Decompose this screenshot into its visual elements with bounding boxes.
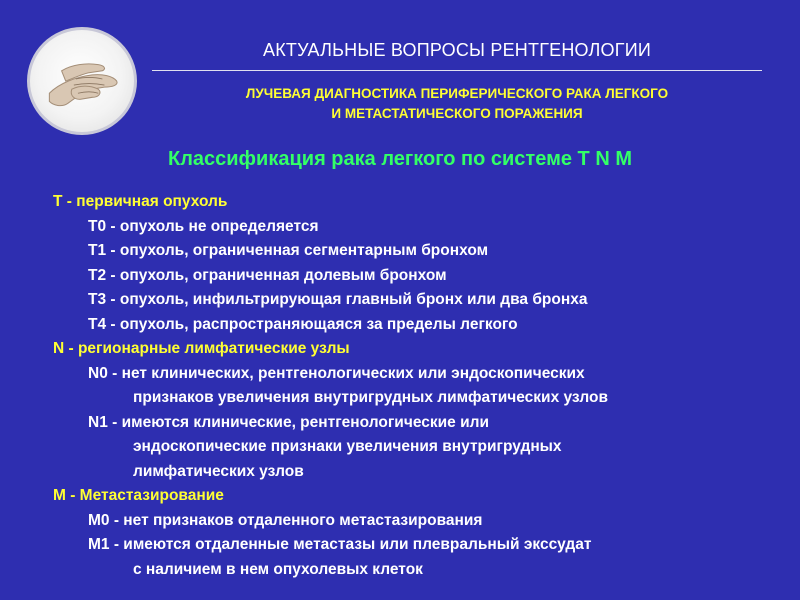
header-title: АКТУАЛЬНЫЕ ВОПРОСЫ РЕНТГЕНОЛОГИИ <box>263 40 651 60</box>
t-item: Т1 - опухоль, ограниченная сегментарным бронхом <box>88 242 489 259</box>
n1-item-continuation: лимфатических узлов <box>133 462 304 480</box>
subtitle-line-2: И МЕТАСТАТИЧЕСКОГО ПОРАЖЕНИЯ <box>331 106 583 121</box>
header-divider <box>152 70 762 71</box>
n0-item: N0 - нет клинических, рентгенологических или эндоскопических <box>88 364 585 382</box>
subtitle-line-1: ЛУЧЕВАЯ ДИАГНОСТИКА ПЕРИФЕРИЧЕСКОГО РАКА ЛЕГКОГО <box>245 86 669 101</box>
section-heading-n: N - регионарные лимфатические узлы <box>53 340 350 357</box>
t-item: Т4 - опухоль, распространяющаяся за пределы легкого <box>88 315 518 333</box>
section-heading-t: Т - первичная опухоль <box>53 193 228 210</box>
m1-item: М1 - имеются отдаленные метастазы или плевральный экссудат <box>88 536 592 553</box>
m0-item: М0 - нет признаков отдаленного метастазирования <box>88 511 483 529</box>
n0-item-continuation: признаков увеличения внутригрудных лимфатических узлов <box>133 389 609 406</box>
n1-item-continuation: эндоскопические признаки увеличения внутригрудных <box>133 438 562 455</box>
hands-logo-icon <box>27 27 137 135</box>
classification-title: Классификация рака легкого по системе T N M <box>167 148 632 170</box>
t-item: Т3 - опухоль, инфильтрирующая главный бронх или два бронха <box>88 291 588 308</box>
section-heading-m: М - Метастазирование <box>53 487 224 504</box>
n1-item: N1 - имеются клинические, рентгенологические или <box>88 413 489 431</box>
hands-logo-graphic <box>30 30 134 132</box>
t-item: Т0 - опухоль не определяется <box>88 217 319 235</box>
t-item: Т2 - опухоль, ограниченная долевым бронхом <box>88 266 447 284</box>
header-subtitle <box>152 84 762 124</box>
m1-item-continuation: с наличием в нем опухолевых клеток <box>133 560 423 578</box>
